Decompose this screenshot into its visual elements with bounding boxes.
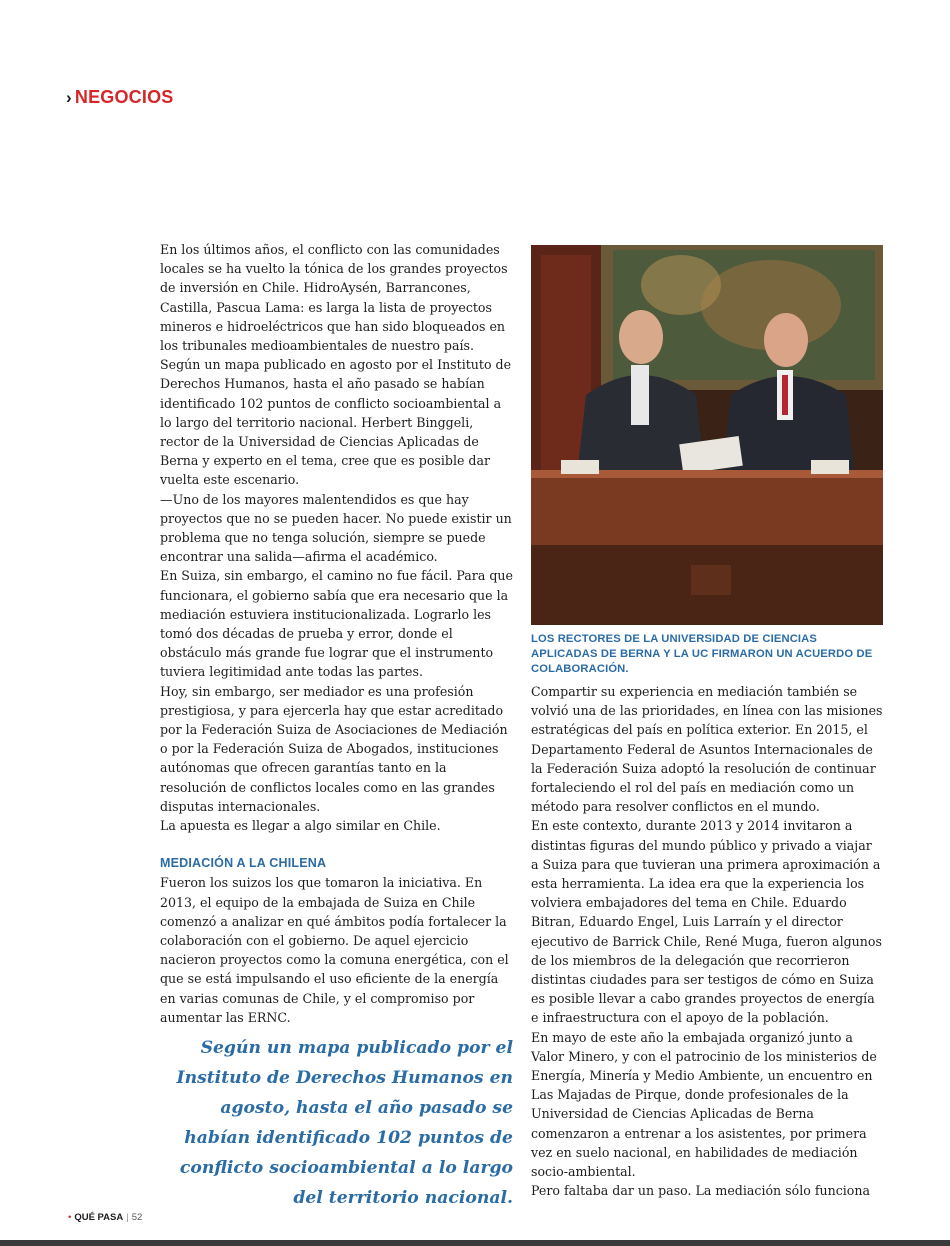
- article-paragraph: Fueron los suizos los que tomaron la iniciativa. En 2013, el equipo de la embajada de Suiza en Chile comenzó a analizar en qué ámbitos podía fortalecer la colaboración con el gobierno. De aquel ejercicio nacieron proyectos como la comuna energética, con el que se está impulsando el uso eficiente de la energía en varias comunas de Chile, y el compromiso por aumentar las ERNC.: [160, 875, 509, 1025]
- page-number: 52: [131, 1212, 143, 1223]
- article-paragraph: La apuesta es llegar a algo similar en Chile.: [160, 818, 441, 834]
- article-photo: [531, 245, 883, 625]
- page-footer: [68, 1212, 142, 1223]
- bullet-icon: •: [68, 1212, 72, 1223]
- article-left-column: [160, 240, 515, 1027]
- page-bottom-edge: [0, 1240, 950, 1246]
- article-paragraph: Hoy, sin embargo, ser mediador es una profesión prestigiosa, y para ejercerla hay que estar acreditado por la Federación Suiza de Asociaciones de Mediación o por la Federación Suiza de Abogados, instituciones autónomas que ofrecen garantías tanto en la resolución de conflictos locales como en las grandes disputas internacionales.: [160, 683, 508, 814]
- footer-separator: |: [126, 1212, 129, 1223]
- article-paragraph: Pero faltaba dar un paso. La mediación sólo funciona: [531, 1183, 870, 1199]
- section-label: NEGOCIOS: [74, 87, 174, 107]
- article-right-column: [531, 682, 883, 1200]
- article-paragraph: En Suiza, sin embargo, el camino no fue fácil. Para que funcionara, el gobierno sabía que era necesario que la mediación estuviera institucionalizada. Lograrlo les tomó dos décadas de prueba y error, donde el obstáculo más grande fue lograr que el instrumento tuviera legitimidad ante todas las partes.: [160, 568, 513, 680]
- section-header: [66, 86, 174, 109]
- chevron-right-icon: ›: [66, 88, 72, 107]
- photo-illustration: [531, 245, 883, 625]
- article-paragraph: —Uno de los mayores malentendidos es que hay proyectos que no se pueden hacer. No puede existir un problema que no tenga solución, siempre se puede encontrar una salida—afirma el académico.: [160, 491, 512, 565]
- article-paragraph: En los últimos años, el conflicto con las comunidades locales se ha vuelto la tónica de los grandes proyectos de inversión en Chile. HidroAysén, Barrancones, Castilla, Pascua Lama: es larga la lista de proyectos mineros e hidroeléctricos que han sido bloqueados en los tribunales medioambientales de nuestro país. Según un mapa publicado en agosto por el Instituto de Derechos Humanos, hasta el año pasado se habían identificado 102 puntos de conflicto socioambiental a lo largo del territorio nacional. Herbert Binggeli, rector de la Universidad de Ciencias Aplicadas de Berna y experto en el tema, cree que es posible dar vuelta este escenario.: [160, 242, 512, 488]
- pull-quote: Según un mapa publicado por el Instituto de Derechos Humanos en agosto, hasta el año pasado se habían identificado 102 puntos de conflicto socioambiental a lo largo del territorio nacional.: [176, 1038, 513, 1208]
- photo-caption: LOS RECTORES DE LA UNIVERSIDAD DE CIENCIAS APLICADAS DE BERNA Y LA UC FIRMARON UN ACUERDO DE COLABORACIÓN.: [531, 633, 873, 675]
- footer-brand: QUÉ PASA: [74, 1212, 124, 1223]
- article-paragraph: En este contexto, durante 2013 y 2014 invitaron a distintas figuras del mundo público y privado a viajar a Suiza para que tuvieran una primera aproximación a esta herramienta. La idea era que la experiencia los volviera embajadores del tema en Chile. Eduardo Bitran, Eduardo Engel, Luis Larraín y el director ejecutivo de Barrick Chile, René Muga, fueron algunos de los miembros de la delegación que recorrieron distintas ciudades para ser testigos de cómo en Suiza es posible llevar a cabo grandes proyectos de energía e infraestructura con el apoyo de la población.: [531, 818, 882, 1026]
- article-paragraph: Compartir su experiencia en mediación también se volvió una de las prioridades, en línea con las misiones estratégicas del país en política exterior. En 2015, el Departamento Federal de Asuntos Internacionales de la Federación Suiza adoptó la resolución de continuar fortaleciendo el rol del país en mediación como un método para resolver conflictos en el mundo.: [531, 684, 883, 815]
- article-subheading: MEDIACIÓN A LA CHILENA: [160, 856, 327, 871]
- article-paragraph: En mayo de este año la embajada organizó junto a Valor Minero, y con el patrocinio de los ministerios de Energía, Minería y Medio Ambiente, un encuentro en Las Majadas de Pirque, donde profesionales de la Universidad de Ciencias Aplicadas de Berna comenzaron a entrenar a los asistentes, por primera vez en suelo nacional, en habilidades de mediación socio-ambiental.: [531, 1029, 877, 1180]
